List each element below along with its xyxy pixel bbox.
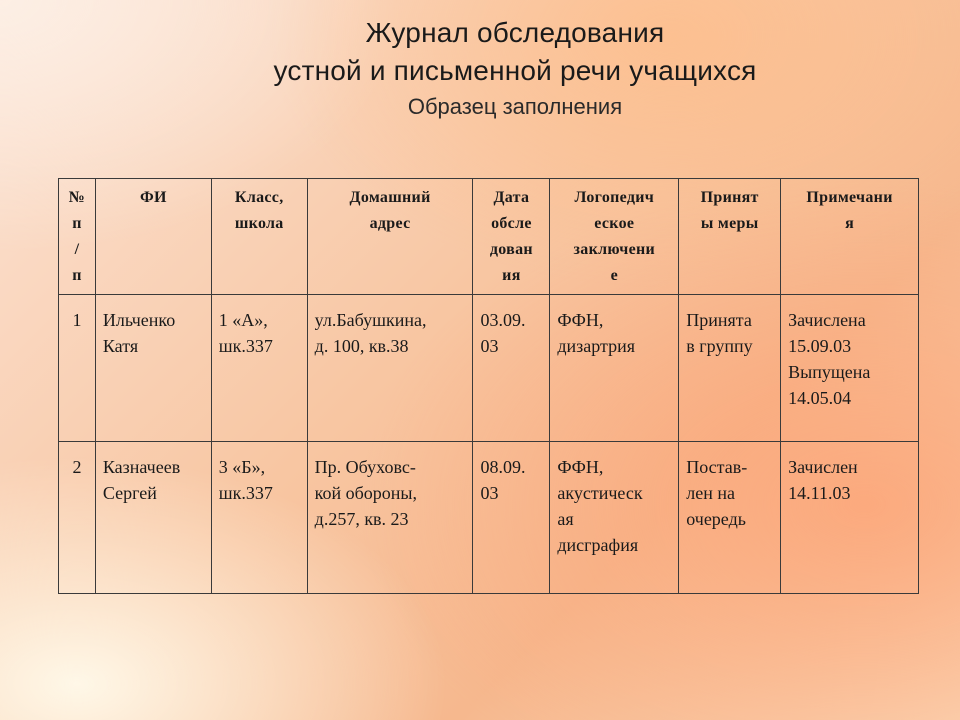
cell-line: 1 «А», xyxy=(218,310,268,330)
cell-line: ФФН, xyxy=(557,310,604,330)
cell-line: ФФН, xyxy=(557,457,604,477)
cell-line: лен на xyxy=(686,483,735,503)
cell-line: Катя xyxy=(102,336,139,356)
header-notes-line: Примечани xyxy=(806,189,893,206)
cell-line: кой обороны, xyxy=(314,483,418,503)
header-conclusion-line: заключени xyxy=(573,241,656,258)
header-date-line: Дата xyxy=(493,189,530,206)
cell-line: д. 100, кв.38 xyxy=(314,336,409,356)
cell-line: дизартрия xyxy=(557,336,636,356)
cell-line: очередь xyxy=(686,509,746,529)
cell-date xyxy=(473,295,550,442)
header-measures-line: ы меры xyxy=(700,215,759,232)
cell-line: Выпущена xyxy=(788,362,871,382)
cell-name xyxy=(95,295,211,442)
subtitle: Образец заполнения xyxy=(407,94,623,119)
cell-line: дисграфия xyxy=(557,535,639,555)
header-date xyxy=(473,179,550,295)
header-number-line: / xyxy=(74,241,80,258)
header-date-line: дован xyxy=(489,241,533,258)
cell-line: ая xyxy=(557,509,574,529)
header-number-line: п xyxy=(72,267,82,284)
cell-name xyxy=(95,442,211,594)
cell-line: Сергей xyxy=(102,483,157,503)
cell-class-school xyxy=(211,442,307,594)
header-conclusion-line: е xyxy=(610,267,618,284)
cell-line: 08.09. xyxy=(480,457,526,477)
header-name xyxy=(95,179,211,295)
cell-address xyxy=(307,295,473,442)
header-number-line: № xyxy=(68,189,86,206)
header-class-line: Класс, xyxy=(234,189,284,206)
cell-notes xyxy=(781,295,919,442)
cell-class-school xyxy=(211,295,307,442)
cell-line: 14.11.03 xyxy=(788,483,851,503)
cell-line: 14.05.04 xyxy=(788,388,852,408)
cell-notes xyxy=(781,442,919,594)
header-row xyxy=(59,179,919,295)
cell-line: 2 xyxy=(72,457,82,477)
header-date-line: обсле xyxy=(491,215,532,232)
header-conclusion xyxy=(550,179,679,295)
header-date-line: ия xyxy=(502,267,521,284)
cell-line: Постав- xyxy=(686,457,748,477)
header-conclusion-line: Логопедич xyxy=(574,189,655,206)
cell-line: ул.Бабушкина, xyxy=(314,310,427,330)
title-block xyxy=(0,14,960,124)
cell-line: 15.09.03 xyxy=(788,336,852,356)
cell-line: 1 xyxy=(72,310,82,330)
cell-number xyxy=(59,295,96,442)
header-class-school xyxy=(211,179,307,295)
header-number-line: п xyxy=(72,215,82,232)
cell-line: Зачислен xyxy=(788,457,858,477)
cell-line: Казначеев xyxy=(102,457,181,477)
cell-date xyxy=(473,442,550,594)
cell-line: 3 «Б», xyxy=(218,457,266,477)
header-measures-line: Принят xyxy=(700,189,759,206)
cell-line: шк.337 xyxy=(218,336,273,356)
header-address-line: адрес xyxy=(369,215,411,232)
cell-line: Принята xyxy=(686,310,752,330)
cell-line: Пр. Обуховс- xyxy=(314,457,416,477)
cell-line: в группу xyxy=(686,336,753,356)
header-measures xyxy=(679,179,781,295)
header-name-line: ФИ xyxy=(139,189,167,206)
cell-line: шк.337 xyxy=(218,483,273,503)
cell-address xyxy=(307,442,473,594)
table-row xyxy=(59,295,919,442)
cell-line: 03.09. xyxy=(480,310,526,330)
header-notes-line: я xyxy=(845,215,855,232)
title-line-2: устной и письменной речи учащихся xyxy=(273,55,757,86)
cell-line: д.257, кв. 23 xyxy=(314,509,409,529)
cell-measures xyxy=(679,442,781,594)
cell-number xyxy=(59,442,96,594)
cell-line: Ильченко xyxy=(102,310,176,330)
journal-table xyxy=(58,178,919,594)
header-conclusion-line: еское xyxy=(594,215,635,232)
table-row xyxy=(59,442,919,594)
cell-line: акустическ xyxy=(557,483,643,503)
cell-conclusion xyxy=(550,442,679,594)
header-notes xyxy=(781,179,919,295)
cell-measures xyxy=(679,295,781,442)
header-number xyxy=(59,179,96,295)
cell-line: Зачислена xyxy=(788,310,866,330)
cell-conclusion xyxy=(550,295,679,442)
header-class-line: школа xyxy=(234,215,284,232)
cell-line: 03 xyxy=(480,483,499,503)
cell-line: 03 xyxy=(480,336,499,356)
header-address xyxy=(307,179,473,295)
title-line-1: Журнал обследования xyxy=(365,17,665,48)
header-address-line: Домашний xyxy=(349,189,431,206)
